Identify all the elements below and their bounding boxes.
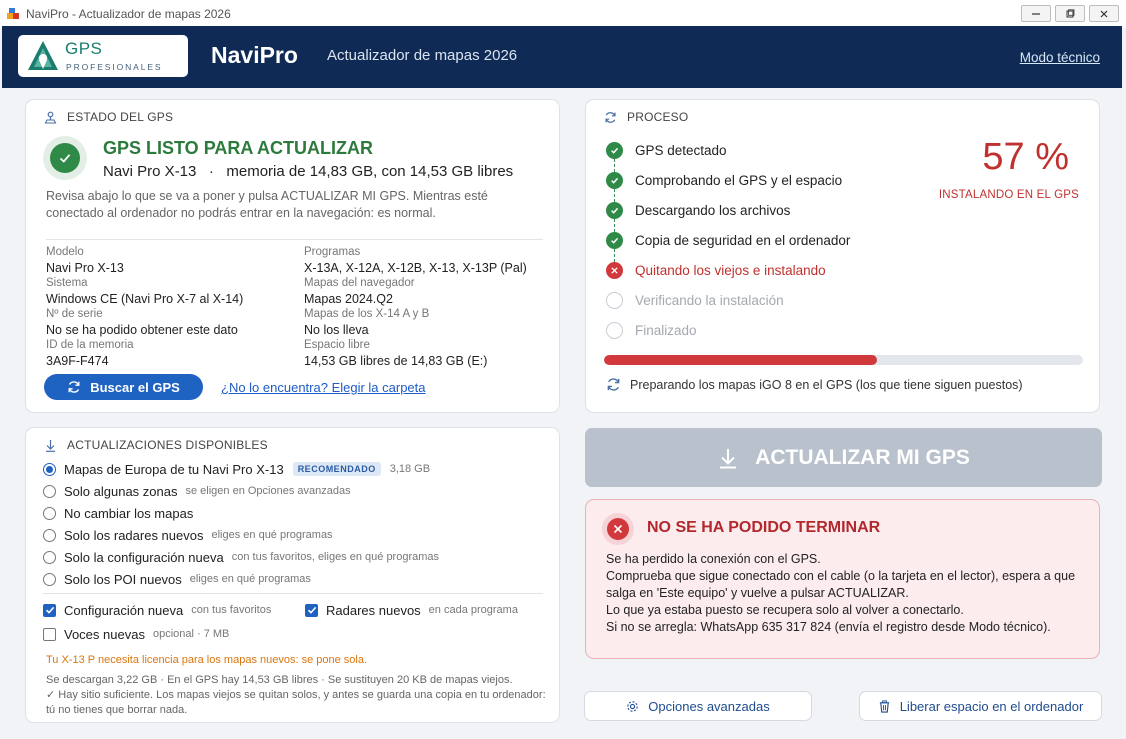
update-option-hint: eliges en qué programas	[189, 573, 311, 585]
step-connector	[614, 249, 615, 262]
info-divider	[46, 239, 543, 240]
license-warning: Tu X-13 P necesita licencia para los mapas nuevos: se pone sola.	[46, 654, 368, 666]
step-pending-icon	[606, 292, 623, 309]
checkbox[interactable]	[43, 604, 56, 617]
update-option[interactable]	[43, 548, 439, 566]
info-label: Programas	[304, 246, 361, 258]
device-info-left	[46, 245, 243, 369]
process-step-label: Quitando los viejos e instalando	[635, 263, 826, 278]
info-value: No los lleva	[304, 322, 369, 337]
process-status	[606, 377, 1023, 392]
update-gps-label: ACTUALIZAR MI GPS	[755, 445, 970, 469]
checkbox[interactable]	[305, 604, 318, 617]
progress-bar	[604, 355, 1083, 365]
gps-device-icon	[44, 111, 57, 124]
checkbox-hint: opcional · 7 MB	[152, 628, 230, 640]
process-step-label: Finalizado	[635, 323, 697, 338]
option-checkbox-row[interactable]	[43, 625, 229, 643]
process-step	[606, 262, 850, 292]
info-label: Modelo	[46, 246, 84, 258]
radio-button[interactable]	[43, 485, 56, 498]
map-pin-logo-icon	[26, 39, 60, 73]
update-gps-button[interactable]	[585, 428, 1102, 487]
process-steps	[606, 142, 850, 352]
window-titlebar	[0, 0, 1126, 28]
update-option[interactable]	[43, 570, 311, 588]
process-step-label: Comprobando el GPS y el espacio	[635, 173, 843, 188]
error-title: NO SE HA PODIDO TERMINAR	[647, 519, 881, 536]
info-value: Mapas 2024.Q2	[304, 291, 393, 306]
checkbox-label: Voces nuevas	[64, 626, 145, 642]
step-done-icon	[606, 232, 623, 249]
gear-icon	[626, 700, 639, 713]
process-step	[606, 202, 850, 232]
step-pending-icon	[606, 322, 623, 339]
device-summary: Navi Pro X-13 · memoria de 14,83 GB, con 14,53 GB libres	[103, 163, 514, 180]
choose-folder-link[interactable]: ¿No lo encuentra? Elegir la carpeta	[221, 380, 426, 395]
update-option-label: Solo algunas zonas	[64, 483, 178, 499]
error-line: Se ha perdido la conexión con el GPS.	[606, 552, 821, 566]
check-icon	[307, 605, 317, 615]
status-title: GPS LISTO PARA ACTUALIZAR	[103, 138, 373, 158]
download-size: 3,18 GB	[389, 463, 431, 475]
recommended-badge: RECOMENDADO	[293, 462, 381, 476]
tech-mode-link[interactable]: Modo técnico	[1019, 50, 1100, 65]
updates-card	[25, 427, 560, 723]
app-header	[2, 26, 1122, 88]
advanced-options-label: Opciones avanzadas	[648, 698, 770, 714]
minimize-button[interactable]	[1021, 5, 1051, 22]
ready-check-icon	[43, 136, 87, 180]
restore-icon	[1065, 9, 1075, 19]
checkbox-label: Configuración nueva	[64, 602, 184, 618]
update-option[interactable]	[43, 482, 351, 500]
info-value: 3A9F-F474	[46, 353, 109, 368]
logo-subtitle: PROFESIONALES	[66, 62, 163, 72]
error-icon	[602, 513, 634, 545]
radio-button[interactable]	[43, 573, 56, 586]
close-button[interactable]	[1089, 5, 1119, 22]
update-option-label: Solo los radares nuevos	[64, 527, 204, 543]
search-gps-label: Buscar el GPS	[90, 379, 180, 395]
update-option-hint: se eligen en Opciones avanzadas	[185, 485, 351, 497]
update-option-hint: con tus favoritos, eliges en qué programas	[231, 551, 440, 563]
progress-fill	[604, 355, 877, 365]
info-value: No se ha podido obtener este dato	[46, 322, 238, 337]
update-option[interactable]	[43, 504, 193, 522]
checkbox-label: Radares nuevos	[326, 602, 421, 618]
search-gps-button[interactable]	[44, 374, 203, 400]
info-label: Nº de serie	[46, 308, 103, 320]
step-error-icon	[606, 262, 623, 279]
error-line: Comprueba que sigue conectado con el cable (o la tarjeta en el lector), espera a que salga en 'Este equipo' y vuelve a pulsar ACTUALIZAR.	[606, 569, 1076, 600]
free-space-label: Liberar espacio en el ordenador	[899, 698, 1084, 714]
gps-status-header	[44, 110, 173, 124]
step-connector	[614, 189, 615, 202]
option-checkbox-row[interactable]	[43, 601, 271, 619]
process-step-label: GPS detectado	[635, 143, 727, 158]
brand-logo	[18, 35, 188, 77]
update-option-label: No cambiar los mapas	[64, 505, 194, 521]
info-value: Navi Pro X-13	[46, 260, 124, 275]
status-description: Revisa abajo lo que se va a poner y pulsa ACTUALIZAR MI GPS. Mientras esté conectado al ordenador no podrás entrar en la navegación: es normal.	[46, 189, 488, 220]
update-option-hint: eliges en qué programas	[211, 529, 333, 541]
process-section-title: PROCESO	[627, 110, 689, 124]
process-step	[606, 232, 850, 262]
radio-button[interactable]	[43, 463, 56, 476]
sync-icon	[604, 111, 617, 124]
update-option-label: Solo los POI nuevos	[64, 571, 182, 587]
restore-button[interactable]	[1055, 5, 1085, 22]
progress-label: INSTALANDO EN EL GPS	[938, 189, 1079, 201]
app-subtitle: Actualizador de mapas 2026	[327, 47, 518, 64]
download-icon	[44, 439, 57, 452]
error-line: Lo que ya estaba puesto se recupera solo al volver a conectarlo.	[606, 603, 964, 617]
info-label: Mapas del navegador	[304, 277, 415, 289]
step-done-icon	[606, 172, 623, 189]
radio-button[interactable]	[43, 551, 56, 564]
check-icon	[45, 605, 55, 615]
info-label: Sistema	[46, 277, 88, 289]
step-connector	[614, 159, 615, 172]
process-step	[606, 322, 850, 352]
refresh-icon	[606, 377, 621, 392]
download-icon	[717, 447, 739, 469]
info-label: ID de la memoria	[46, 339, 134, 351]
updates-header	[44, 438, 268, 452]
summary-line-1: Se descargan 3,22 GB · En el GPS hay 14,53 GB libres · Se sustituyen 20 KB de mapas viejos.	[46, 674, 513, 686]
device-info-right	[304, 245, 527, 369]
option-checkbox-row[interactable]	[305, 601, 518, 619]
step-done-icon	[606, 202, 623, 219]
download-summary	[46, 673, 546, 718]
radio-button[interactable]	[43, 507, 56, 520]
updates-section-title: ACTUALIZACIONES DISPONIBLES	[67, 438, 268, 452]
info-value: X-13A, X-12A, X-12B, X-13, X-13P (Pal)	[304, 260, 527, 275]
checkbox-hint: en cada programa	[428, 604, 518, 616]
gps-status-card	[25, 99, 560, 413]
process-step	[606, 292, 850, 322]
process-step-label: Copia de seguridad en el ordenador	[635, 233, 851, 248]
checkbox[interactable]	[43, 628, 56, 641]
process-step-label: Descargando los archivos	[635, 203, 791, 218]
process-status-text: Preparando los mapas iGO 8 en el GPS (los que tiene siguen puestos)	[630, 377, 1023, 392]
process-step	[606, 142, 850, 172]
logo-title: GPS	[65, 39, 103, 58]
info-label: Mapas de los X-14 A y B	[304, 308, 430, 320]
app-name: NaviPro	[211, 42, 298, 68]
info-label: Espacio libre	[304, 339, 370, 351]
info-value: Windows CE (Navi Pro X-7 al X-14)	[46, 291, 244, 306]
radio-button[interactable]	[43, 529, 56, 542]
error-panel	[585, 499, 1100, 659]
error-line: Si no se arregla: WhatsApp 635 317 824 (envía el registro desde Modo técnico).	[606, 620, 1051, 634]
gps-status-section-title: ESTADO DEL GPS	[67, 110, 174, 124]
update-option-label: Mapas de Europa de tu Navi Pro X-13	[64, 461, 284, 477]
minimize-icon	[1031, 9, 1041, 19]
update-option-label: Solo la configuración nueva	[64, 549, 224, 565]
process-step-label: Verificando la instalación	[635, 293, 784, 308]
advanced-options-button[interactable]	[584, 691, 812, 721]
checkbox-hint: con tus favoritos	[191, 604, 272, 616]
process-step	[606, 172, 850, 202]
app-icon	[7, 8, 19, 20]
updates-divider	[43, 593, 543, 594]
trash-icon	[878, 700, 891, 713]
update-option[interactable]	[43, 526, 333, 544]
free-space-button[interactable]	[859, 691, 1102, 721]
step-done-icon	[606, 142, 623, 159]
info-value: 14,53 GB libres de 14,83 GB (E:)	[304, 353, 488, 368]
summary-line-2: ✓ Hay sitio suficiente. Los mapas viejos se quitan solos, y antes se guarda una copia en tu ordenador: tú no tienes que borrar nada.	[46, 689, 546, 716]
step-connector	[614, 219, 615, 232]
update-option[interactable]	[43, 460, 430, 478]
process-card	[585, 99, 1100, 413]
window-title: NaviPro - Actualizador de mapas 2026	[26, 7, 231, 21]
process-header	[604, 110, 688, 124]
error-message	[606, 551, 1091, 636]
progress-percent: 57 %	[982, 136, 1069, 178]
close-icon	[1099, 9, 1109, 19]
refresh-icon	[67, 380, 81, 394]
